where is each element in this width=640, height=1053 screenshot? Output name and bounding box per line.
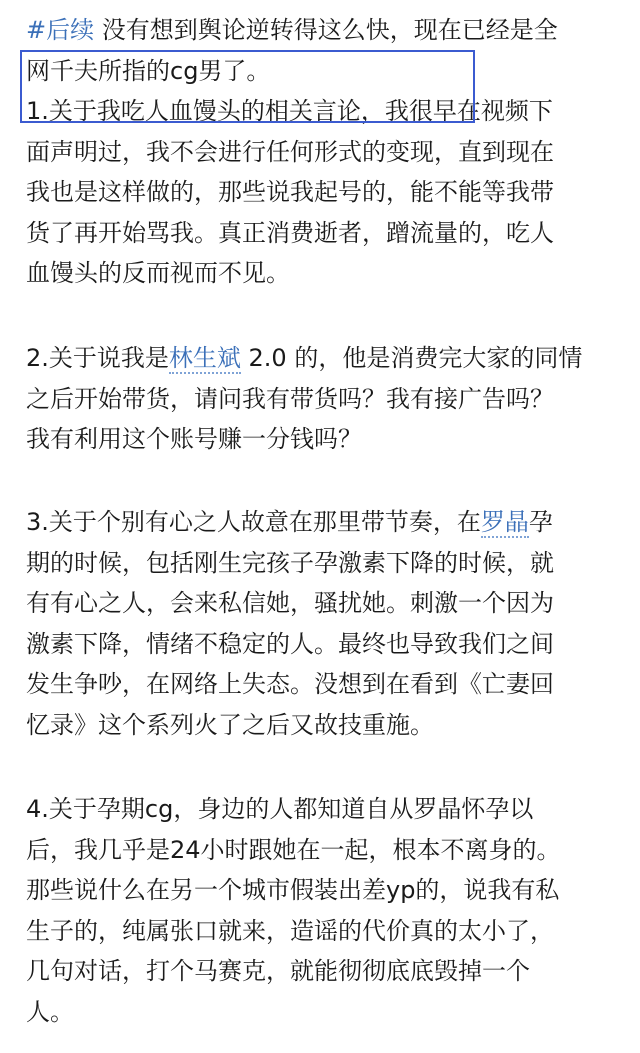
paragraph-3-line-1-pre: 3.关于个别有心之人故意在那里带节奏，在: [26, 508, 481, 536]
paragraph-3-line-5: 发生争吵，在网络上失态。没想到在看到《亡妻回: [26, 670, 554, 698]
name-link-lin-shengbin[interactable]: 林生斌: [168, 344, 241, 372]
paragraph-1-line-2: 网千夫所指的cg男了。: [26, 56, 271, 85]
paragraph-2-line-1-pre: 2.关于说我是: [26, 344, 169, 372]
paragraph-1-line-5: 我也是这样做的，那些说我起号的，能不能等我带: [26, 178, 554, 206]
paragraph-4-line-3: 那些说什么在另一个城市假装出差yp的，说我有私: [26, 876, 560, 904]
paragraph-4-line-4: 生子的，纯属张口就来，造谣的代价真的太小了，: [26, 916, 554, 945]
paragraph-3-line-2: 期的时候，包括刚生完孩子孕激素下降的时候，就: [26, 548, 554, 577]
paragraph-4-line-6: 人。: [26, 997, 74, 1026]
paragraph-2-line-1-post: 2.0 的，他是消费完大家的同情: [240, 344, 583, 372]
paragraph-3-line-1: [26, 502, 554, 543]
paragraph-1-line-7: 血馒头的反而视而不见。: [26, 259, 290, 287]
paragraph-1-line-4: 面声明过，我不会进行任何形式的变现，直到现在: [26, 137, 554, 166]
paragraph-3: [26, 502, 554, 745]
paragraph-1-line-1: [26, 10, 558, 51]
paragraph-1-line-1-text: 没有想到舆论逆转得这么快，现在已经是全: [94, 16, 558, 44]
hashtag-link[interactable]: #后续: [26, 16, 95, 44]
paragraph-2-line-3: 我有利用这个账号赚一分钱吗？: [26, 425, 362, 453]
paragraph-1: [26, 10, 558, 294]
paragraph-4-line-5: 几句对话，打个马赛克，就能彻彻底底毁掉一个: [26, 957, 530, 985]
paragraph-3-line-3: 有有心之人，会来私信她，骚扰她。刺激一个因为: [26, 589, 554, 617]
paragraph-1-line-3: 1.关于我吃人血馒头的相关言论，我很早在视频下: [26, 97, 553, 125]
paragraph-3-line-1-post: 孕: [528, 508, 553, 536]
paragraph-4-line-2: 后，我几乎是24小时跟她在一起，根本不离身的。: [26, 835, 561, 864]
paragraph-4: [26, 789, 561, 1032]
paragraph-2-line-1: [26, 338, 582, 379]
paragraph-1-line-6: 货了再开始骂我。真正消费逝者，蹭流量的，吃人: [26, 218, 554, 247]
paragraph-3-line-4: 激素下降，情绪不稳定的人。最终也导致我们之间: [26, 629, 554, 658]
paragraph-2: [26, 338, 582, 460]
paragraph-2-line-2: 之后开始带货，请问我有带货吗？我有接广告吗？: [26, 384, 554, 413]
name-link-luo-jing[interactable]: 罗晶: [480, 508, 529, 536]
paragraph-4-line-1: 4.关于孕期cg，身边的人都知道自从罗晶怀孕以: [26, 795, 534, 823]
paragraph-3-line-6: 忆录》这个系列火了之后又故技重施。: [26, 710, 434, 739]
